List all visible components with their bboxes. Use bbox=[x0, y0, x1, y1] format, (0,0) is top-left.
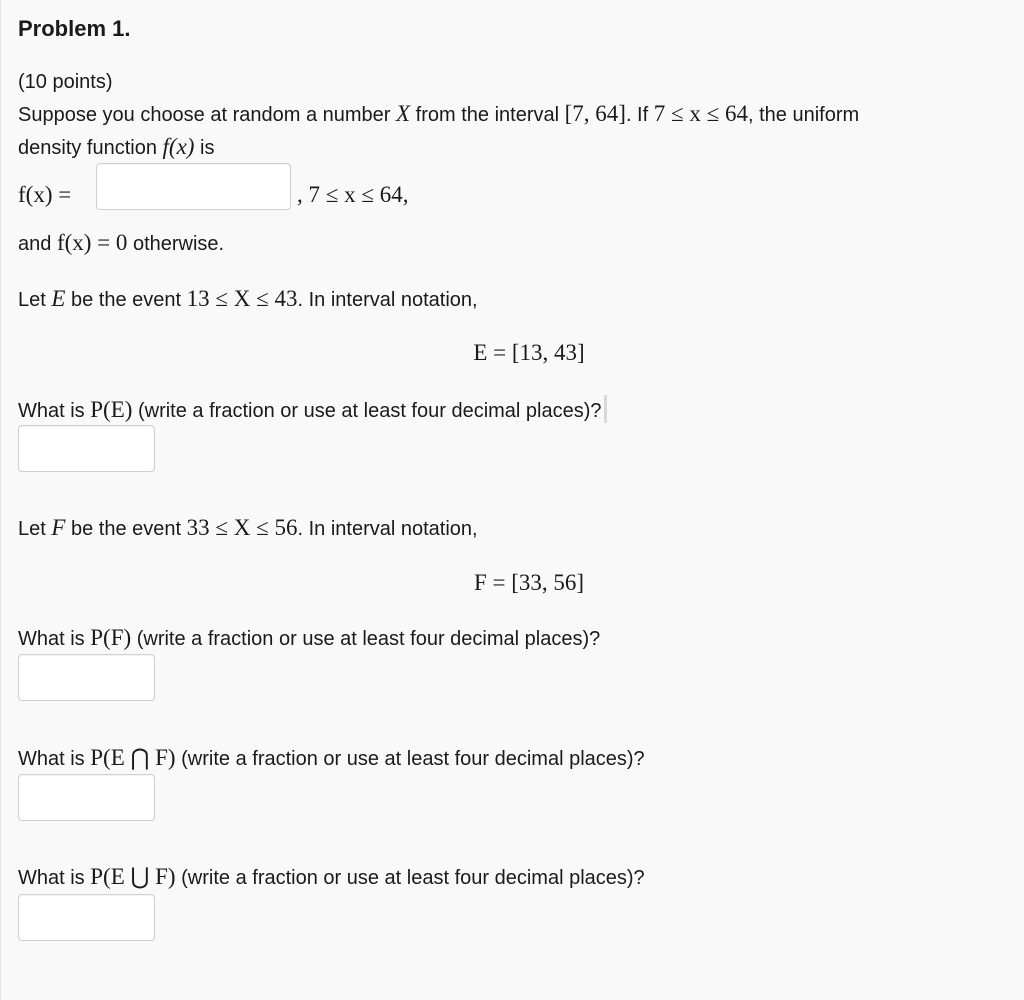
answer-input-pef-union[interactable] bbox=[18, 894, 155, 941]
question-e-and-f-line bbox=[18, 745, 645, 772]
interval-math: [7, 64] bbox=[564, 101, 626, 126]
event-text: be the event bbox=[65, 289, 187, 311]
question-math: P(E ⋃ F) bbox=[90, 864, 176, 889]
answer-input-pf[interactable] bbox=[18, 654, 155, 701]
question-text: What is bbox=[18, 628, 91, 650]
intro-text: Suppose you choose at random a number bbox=[18, 104, 397, 126]
question-math: P(E) bbox=[90, 397, 133, 422]
question-text: (write a fraction or use at least four decimal places)? bbox=[175, 748, 645, 770]
answer-input-pe[interactable] bbox=[18, 425, 155, 472]
text-cursor bbox=[604, 395, 607, 423]
question-math: P(E ⋂ F) bbox=[90, 745, 176, 770]
question-text: (write a fraction or use at least four decimal places)? bbox=[131, 628, 601, 650]
otherwise-text: otherwise. bbox=[127, 233, 225, 255]
event-text: be the event bbox=[65, 518, 187, 540]
intro-text: density function bbox=[18, 137, 163, 159]
event-e-line bbox=[18, 286, 478, 313]
event-text: . In interval notation, bbox=[297, 518, 478, 540]
event-condition: 33 ≤ X ≤ 56 bbox=[186, 515, 298, 540]
fx-math: f(x) bbox=[162, 134, 195, 159]
question-f-line bbox=[18, 625, 600, 652]
event-text: Let bbox=[18, 289, 52, 311]
question-text: (write a fraction or use at least four decimal places)? bbox=[175, 867, 645, 889]
question-text: What is bbox=[18, 748, 91, 770]
otherwise-line bbox=[18, 230, 224, 257]
density-answer-input[interactable] bbox=[96, 163, 291, 210]
event-text: Let bbox=[18, 518, 52, 540]
event-text: . In interval notation, bbox=[297, 289, 478, 311]
problem-title: Problem 1. bbox=[18, 16, 131, 41]
answer-input-pef-intersection[interactable] bbox=[18, 774, 155, 821]
intro-line-2 bbox=[18, 134, 214, 161]
question-e-line bbox=[18, 395, 607, 424]
intro-line-1 bbox=[18, 101, 859, 128]
intro-text: from the interval bbox=[410, 104, 565, 126]
intro-text: , the uniform bbox=[747, 104, 860, 126]
event-f-line bbox=[18, 515, 478, 542]
question-text: (write a fraction or use at least four decimal places)? bbox=[132, 400, 602, 422]
event-e-interval: E = [13, 43] bbox=[473, 340, 585, 365]
intro-text: . If bbox=[625, 104, 654, 126]
event-name: F bbox=[51, 515, 66, 540]
var-x: X bbox=[396, 101, 411, 126]
question-e-or-f-line bbox=[18, 864, 645, 891]
event-name: E bbox=[51, 286, 66, 311]
otherwise-math: f(x) = 0 bbox=[56, 230, 128, 255]
density-lhs: f(x) = bbox=[18, 182, 72, 207]
otherwise-text: and bbox=[18, 233, 57, 255]
event-f-interval: F = [33, 56] bbox=[473, 570, 585, 595]
question-text: What is bbox=[18, 867, 91, 889]
question-text: What is bbox=[18, 400, 91, 422]
points-label: (10 points) bbox=[18, 71, 113, 93]
condition-math: 7 ≤ x ≤ 64 bbox=[653, 101, 748, 126]
intro-text: is bbox=[194, 137, 215, 159]
question-math: P(F) bbox=[90, 625, 132, 650]
event-condition: 13 ≤ X ≤ 43 bbox=[186, 286, 298, 311]
density-domain: , 7 ≤ x ≤ 64, bbox=[297, 182, 409, 207]
